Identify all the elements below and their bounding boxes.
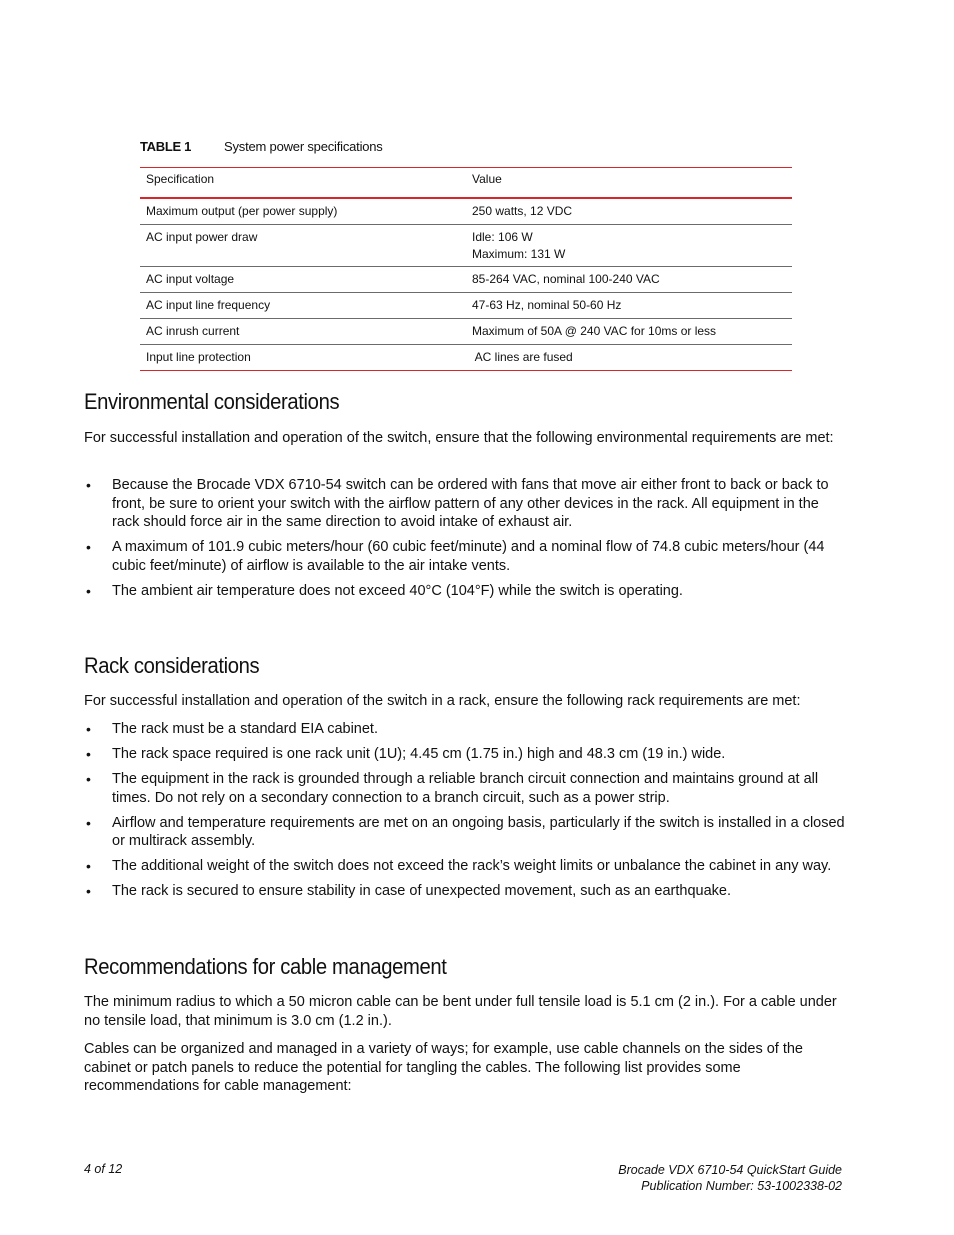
value-cell xyxy=(466,318,792,344)
environmental-intro: For successful installation and operation of the switch, ensure that the following environmental requirements are met: xyxy=(84,430,834,446)
spec-cell: AC input line frequency xyxy=(140,292,466,318)
rack-intro: For successful installation and operation of the switch in a rack, ensure the following rack requirements are met: xyxy=(84,693,801,709)
spec-cell: AC input power draw xyxy=(140,224,466,266)
footer-publication-info xyxy=(618,1162,842,1194)
list-item-text: The ambient air temperature does not exceed 40°C (104°F) while the switch is operating. xyxy=(112,582,683,599)
table-row xyxy=(140,224,792,266)
bullet-icon: • xyxy=(86,582,91,599)
list-item-text: A maximum of 101.9 cubic meters/hour (60 cubic feet/minute) and a nominal flow of 74.8 cubic meters/hour (44 cubic feet/minute) of airflow is available to the air intake vents. xyxy=(112,539,825,574)
power-spec-table xyxy=(140,167,792,371)
bullet-icon: • xyxy=(86,883,91,899)
list-item xyxy=(84,882,846,901)
spec-cell: AC input voltage xyxy=(140,266,466,292)
list-item xyxy=(84,582,846,601)
list-item-text: Because the Brocade VDX 6710-54 switch can be ordered with fans that move air either front to back or back to front, be sure to orient your switch with the airflow pattern of any other devices in the rack. All equipment in the rack should force air in the same direction to avoid intake of exhaust air. xyxy=(112,477,829,530)
list-item xyxy=(84,745,846,764)
table-row xyxy=(140,198,792,224)
bullet-icon: • xyxy=(86,746,91,762)
section-heading-environmental: Environmental considerations xyxy=(84,389,340,414)
value-line: Idle: 106 W xyxy=(472,229,533,244)
cable-paragraph-1: The minimum radius to which a 50 micron cable can be bent under full tensile load is 5.1 cm (2 in.). For a cable under no tensile load, that minimum is 3.0 cm (1.2 in.). xyxy=(84,994,837,1029)
value-line: 47-63 Hz, nominal 50-60 Hz xyxy=(472,297,622,312)
table-label: TABLE 1 xyxy=(140,139,192,154)
rack-list xyxy=(84,720,846,907)
section-heading-cable: Recommendations for cable management xyxy=(84,954,447,979)
environmental-list xyxy=(84,476,846,607)
bullet-icon: • xyxy=(86,858,91,874)
value-cell xyxy=(466,198,792,224)
list-item xyxy=(84,814,846,851)
list-item-text: The rack is secured to ensure stability in case of unexpected movement, such as an earthquake. xyxy=(112,883,732,899)
spec-cell: Maximum output (per power supply) xyxy=(140,198,466,224)
cable-paragraph-2: Cables can be organized and managed in a variety of ways; for example, use cable channels on the sides of the cabinet or patch panels to reduce the potential for tangling the cables. The following list provides some recommendations for cable management: xyxy=(84,1041,803,1094)
table-row xyxy=(140,318,792,344)
table-row xyxy=(140,344,792,370)
list-item xyxy=(84,720,846,739)
section-heading-rack: Rack considerations xyxy=(84,653,260,678)
list-item-text: The equipment in the rack is grounded through a reliable branch circuit connection and maintains ground at all times. Do not rely on a secondary connection to a branch circuit, such as a power strip. xyxy=(112,771,819,806)
list-item-text: The rack must be a standard EIA cabinet. xyxy=(112,721,378,737)
spec-cell: AC inrush current xyxy=(140,318,466,344)
table-title: System power specifications xyxy=(224,139,383,154)
list-item xyxy=(84,476,846,532)
column-header-specification: Specification xyxy=(140,168,466,199)
list-item xyxy=(84,857,846,876)
value-cell xyxy=(466,344,792,370)
value-line: AC lines are fused xyxy=(472,349,573,364)
table-row xyxy=(140,266,792,292)
value-line: 85-264 VAC, nominal 100-240 VAC xyxy=(472,271,660,286)
value-line: 250 watts, 12 VDC xyxy=(472,204,573,218)
list-item xyxy=(84,770,846,807)
page-number: 4 of 12 xyxy=(84,1162,123,1176)
table-caption xyxy=(140,139,383,154)
list-item xyxy=(84,538,846,575)
bullet-icon: • xyxy=(86,814,91,831)
bullet-icon: • xyxy=(86,721,91,737)
bullet-icon: • xyxy=(86,477,91,493)
value-line: Maximum of 50A @ 240 VAC for 10ms or less xyxy=(472,323,717,338)
list-item-text: Airflow and temperature requirements are met on an ongoing basis, particularly if the switch is installed in a closed or multirack assembly. xyxy=(112,814,845,849)
bullet-icon: • xyxy=(86,539,91,555)
guide-title: Brocade VDX 6710-54 QuickStart Guide xyxy=(618,1163,842,1177)
publication-number: Publication Number: 53-1002338-02 xyxy=(641,1179,842,1193)
table-row xyxy=(140,292,792,318)
table-header-row xyxy=(140,168,792,199)
value-cell xyxy=(466,224,792,266)
value-cell xyxy=(466,266,792,292)
list-item-text: The rack space required is one rack unit (1U); 4.45 cm (1.75 in.) high and 48.3 cm (19 in.) wide. xyxy=(112,746,726,762)
spec-cell: Input line protection xyxy=(140,344,466,370)
column-header-value: Value xyxy=(466,168,792,199)
bullet-icon: • xyxy=(86,771,91,787)
list-item-text: The additional weight of the switch does not exceed the rack’s weight limits or unbalance the cabinet in any way. xyxy=(112,858,832,874)
value-cell xyxy=(466,292,792,318)
value-line: Maximum: 131 W xyxy=(472,246,566,261)
